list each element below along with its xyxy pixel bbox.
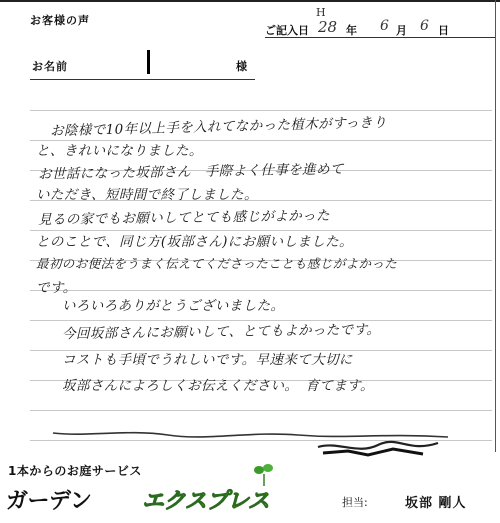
logo-text-accent: エクスプレス bbox=[142, 489, 270, 514]
comment-line: いただき、短時間で終了しました。 bbox=[36, 187, 258, 203]
date-day-unit: 日 bbox=[438, 24, 449, 37]
footer-tagline: 1本からのお庭サービス bbox=[8, 464, 142, 478]
comment-line: です。 bbox=[36, 280, 77, 296]
staff-label: 担当: bbox=[342, 496, 368, 509]
name-redaction bbox=[147, 50, 150, 74]
comment-line: と、きれいになりました。 bbox=[36, 143, 203, 159]
comment-line: 今回坂部さんにお願いして、とてもよかったです。 bbox=[61, 321, 381, 343]
date-label: ご記入日 bbox=[265, 24, 309, 37]
ruled-line bbox=[30, 290, 492, 291]
date-month-unit: 月 bbox=[396, 24, 407, 37]
comment-line: お陰様で10年以上手を入れてなかった植木がすっきり bbox=[49, 114, 388, 140]
name-underline bbox=[30, 79, 255, 80]
top-border bbox=[0, 0, 500, 2]
date-era: H bbox=[316, 6, 326, 19]
comment-line: とのことで、同じ方(坂部さん)にお願いしました。 bbox=[36, 234, 353, 250]
right-border bbox=[495, 0, 496, 452]
ruled-line bbox=[30, 410, 492, 411]
comment-line: 見るの家でもお願いしてとても感じがよかった bbox=[37, 207, 331, 229]
name-label: お名前 bbox=[32, 60, 68, 73]
date-day: 6 bbox=[420, 18, 429, 34]
form-title: お客様の声 bbox=[30, 14, 90, 27]
comment-line: いろいろありがとうございました。 bbox=[62, 298, 285, 314]
logo-text-main: ガーデン bbox=[6, 489, 92, 514]
name-suffix: 様 bbox=[236, 60, 247, 73]
comment-line: 坂部さんによろしくお伝えください。 育てます。 bbox=[62, 378, 374, 394]
date-underline bbox=[265, 37, 495, 38]
ruled-line bbox=[30, 110, 492, 111]
comment-line: 最初のお便法をうまく伝えてくださったことも感じがよかった bbox=[36, 256, 398, 271]
date-year-unit: 年 bbox=[346, 24, 357, 37]
leaf-icon bbox=[253, 462, 275, 488]
comment-line: コストも手頃でうれしいです。早速来て大切に bbox=[62, 352, 353, 368]
comment-line: お世話になった坂部さん 手際よく仕事を進めて bbox=[37, 161, 344, 183]
date-year: 28 bbox=[318, 18, 338, 36]
date-field bbox=[265, 6, 495, 37]
date-month: 6 bbox=[380, 18, 389, 34]
staff-name: 坂部 剛人 bbox=[405, 496, 467, 511]
company-footer bbox=[0, 458, 500, 523]
